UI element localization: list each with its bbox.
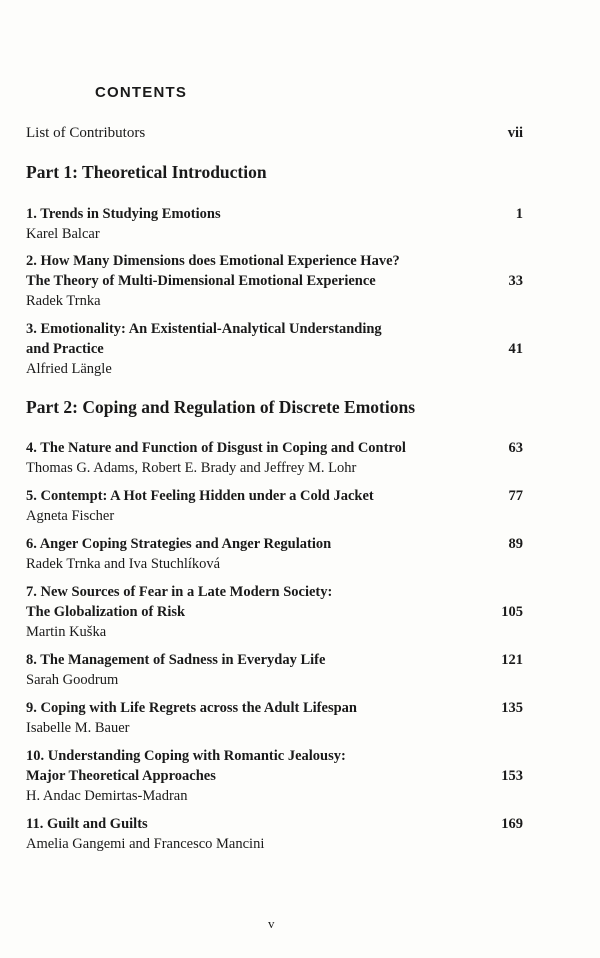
page-number: 121: [501, 652, 523, 668]
chapter-title: Major Theoretical Approaches: [26, 768, 216, 784]
chapter-title: 9. Coping with Life Regrets across the Adult Lifespan: [26, 700, 357, 716]
toc-entry: [26, 438, 523, 478]
page-number: 1: [515, 206, 523, 222]
toc-entry: [26, 251, 523, 311]
page-number: 41: [508, 341, 523, 357]
toc-entry: [26, 698, 523, 738]
chapter-authors: Radek Trnka: [26, 293, 101, 309]
chapter-authors: Radek Trnka and Iva Stuchlíková: [26, 556, 221, 572]
toc-entry: [26, 534, 523, 574]
page-number: 33: [508, 273, 523, 289]
entry-title: List of Contributors: [26, 125, 146, 141]
chapter-title: 11. Guilt and Guilts: [26, 816, 148, 832]
chapter-title: The Globalization of Risk: [26, 604, 186, 620]
chapter-authors: Karel Balcar: [26, 226, 100, 242]
chapter-authors: Martin Kuška: [26, 624, 107, 640]
page-number: 63: [508, 440, 523, 456]
part-heading: Part 2: Coping and Regulation of Discrete Emotions: [26, 397, 416, 417]
list-of-contributors-entry: [26, 125, 523, 142]
toc-entry: [26, 650, 523, 690]
toc-entry: [26, 486, 523, 526]
chapter-title: 3. Emotionality: An Existential-Analytical Understanding: [26, 321, 382, 337]
chapter-title: 2. How Many Dimensions does Emotional Experience Have?: [26, 253, 400, 269]
chapter-title: 1. Trends in Studying Emotions: [26, 206, 221, 222]
chapter-authors: Agneta Fischer: [26, 508, 115, 524]
page-number: 135: [501, 700, 523, 716]
chapter-title: The Theory of Multi-Dimensional Emotional Experience: [26, 273, 376, 289]
chapter-authors: H. Andac Demirtas-Madran: [26, 788, 188, 804]
toc-entry: [26, 319, 523, 379]
contents-heading: CONTENTS: [95, 84, 188, 101]
page-number: 105: [501, 604, 523, 620]
page-number: 77: [508, 488, 523, 504]
chapter-authors: Amelia Gangemi and Francesco Mancini: [26, 836, 265, 852]
chapter-title: 5. Contempt: A Hot Feeling Hidden under a Cold Jacket: [26, 488, 374, 504]
chapter-authors: Thomas G. Adams, Robert E. Brady and Jeffrey M. Lohr: [26, 460, 357, 476]
chapter-title: and Practice: [26, 341, 104, 357]
toc-entry: [26, 582, 523, 642]
page-number: 89: [508, 536, 523, 552]
chapter-title: 10. Understanding Coping with Romantic Jealousy:: [26, 748, 346, 764]
toc-entry: [26, 204, 523, 244]
chapter-title: 7. New Sources of Fear in a Late Modern Society:: [26, 584, 333, 600]
toc-entry: [26, 746, 523, 806]
chapter-authors: Alfried Längle: [26, 361, 112, 377]
chapter-authors: Isabelle M. Bauer: [26, 720, 130, 736]
chapter-title: 4. The Nature and Function of Disgust in Coping and Control: [26, 440, 406, 456]
part-heading: Part 1: Theoretical Introduction: [26, 162, 267, 182]
page-number: 169: [501, 816, 523, 832]
toc-entry: [26, 814, 523, 854]
page-number: vii: [507, 125, 523, 141]
page-number: 153: [501, 768, 523, 784]
chapter-title: 6. Anger Coping Strategies and Anger Regulation: [26, 536, 332, 552]
chapter-title: 8. The Management of Sadness in Everyday Life: [26, 652, 326, 668]
chapter-authors: Sarah Goodrum: [26, 672, 119, 688]
page-folio: v: [268, 916, 275, 931]
